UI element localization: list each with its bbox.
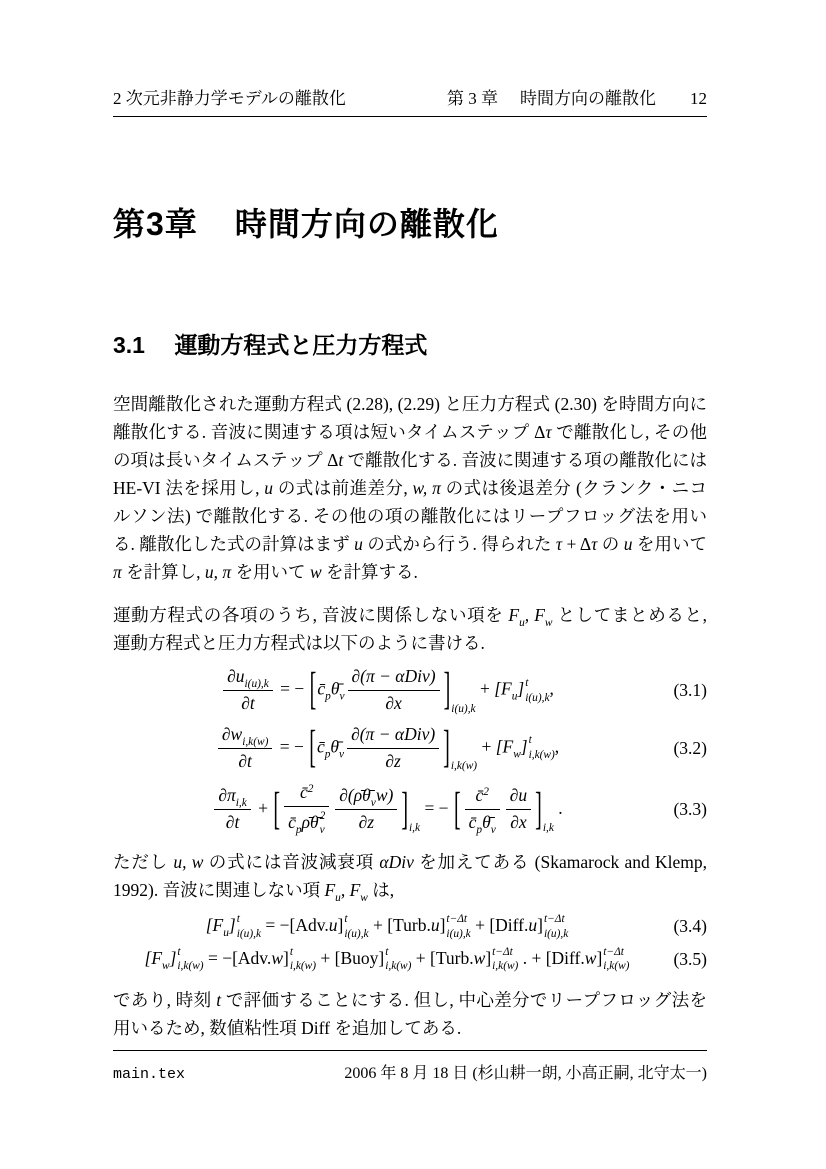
paragraph-3: ただし u, w の式には音波減衰項 αDiv を加えてある (Skamarock and Klemp, 1992). 音波に関連しない項 $F_u$, $F_w$ は,	[113, 852, 708, 905]
section-title	[113, 331, 707, 360]
equation-3-2-body: $\frac{\partial w_{i,k(w)}}{\partial t}$ = − [$c̄_p\thetā_v$ $\frac{\text{∂(π − αDiv)}}{\partial z}$ ]$i,k(w) + [F_w]$ t i,k(w) ,	[113, 724, 661, 773]
header-page-number: 12	[690, 89, 707, 108]
section-title-text: 運動方程式と圧力方程式	[174, 332, 428, 359]
paragraph-2: 運動方程式の各項のうち, 音波に関係しない項を $F_u$, $F_w$ としてまとめると, 運動方程式と圧力方程式は以下のように書ける.	[113, 605, 708, 654]
section-number: 3.1	[113, 332, 145, 359]
page-content	[113, 205, 707, 1057]
equation-3-2-number: (3.2)	[673, 737, 707, 758]
footer-filename: main.tex	[113, 1066, 186, 1083]
equation-3-4-body: $[F_u]$ t i(u),k = −[Adv.u] t i(u),k + [Turb.u] t−Δt i(u),k + [Diff.u] t−Δt i(u),k	[205, 913, 569, 940]
equation-3-5	[113, 945, 707, 975]
chapter-title	[113, 205, 707, 243]
equation-3-4-number: (3.4)	[673, 916, 707, 937]
paragraph-4: であり, 時刻 t で評価することにする. 但し, 中心差分でリープフロッグ法を用いるため, 数値粘性項 Diff を追加してある.	[113, 990, 708, 1039]
equation-3-1-body: $\frac{\partial u_{i(u),k}}{\partial t}$ = − [$c̄_p\thetā_v$ $\frac{\text{∂(π − αDiv)}}{\partial x}$ ]$i(u),k + [F_u]$ t i(u),k ,	[113, 666, 661, 715]
chapter-title-text: 時間方向の離散化	[234, 206, 499, 242]
footer-date-authors: 2006 年 8 月 18 日 (杉山耕一朗, 小高正嗣, 北守太一)	[344, 1065, 707, 1082]
equation-3-4	[113, 912, 707, 942]
chapter-label: 第3章	[113, 206, 198, 242]
header-chapter-title: 時間方向の離散化	[520, 89, 656, 108]
equation-3-5-number: (3.5)	[673, 948, 707, 969]
equation-3-3	[113, 782, 707, 838]
paragraph-1: 空間離散化された運動方程式 (2.28), (2.29) と圧力方程式 (2.30) を時間方向に離散化する. 音波に関連する項は短いタイムステップ Δτ で離散化し, その他の項は長いタイムステップ Δt で離散化する. 音波に関連する項の離散化には HE-VI 法を採用し, u の式は前進差分, w, π の式は後退差分 (クランク・ニコルソン法) で離散化する. その他の項の離散化にはリープフロッグ法を用いる. 離散化した式の計算はまず u の式から行う. 得られた τ + Δτ の u を用いて π を計算し, u, π を用いて w を計算する.	[113, 394, 708, 583]
equation-3-5-body: $[F_w]$ t i,k(w) = −[Adv.w] t i,k(w) + [Buoy] t i,k(w) + [Turb.w] t−Δt i,k(w) . + [Diff.w] t−Δt i,k(w)	[144, 945, 630, 973]
equation-3-2	[113, 724, 707, 773]
page-footer	[113, 1050, 707, 1083]
equation-3-3-number: (3.3)	[673, 799, 707, 820]
header-chapter-number: 第 3 章	[447, 89, 498, 108]
running-header	[113, 84, 707, 117]
header-left-title: 2 次元非静力学モデルの離散化	[113, 89, 346, 108]
equation-3-1	[113, 666, 707, 715]
equation-3-3-body: $\frac{\partial\pi_{i,k}}{\partial t}$ + [ c̄$^2$ $c̄_p\rhō\thetā$ 2 v $\frac{\partial(\rhō\thetā_vw)}{\partial z}$ ]i,k = − [ $\frac{c̄^2}{c̄_p\thetā_v}$ $\frac{\partial u}{\partial x}$ ]i,k .	[113, 782, 661, 838]
equation-3-1-number: (3.1)	[673, 680, 707, 701]
